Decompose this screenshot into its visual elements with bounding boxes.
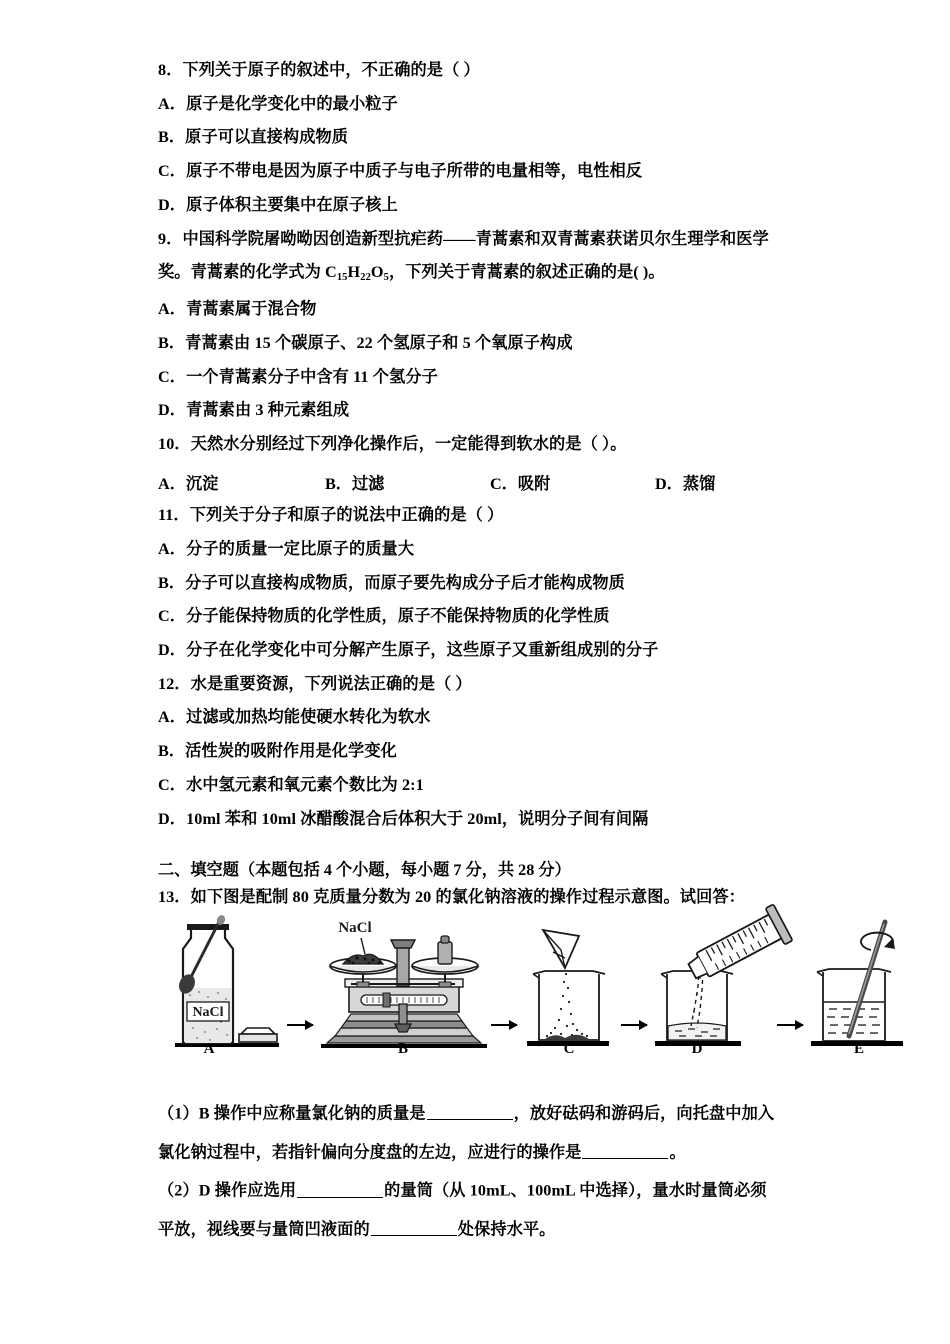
question-9-option-b: B．青蒿素由 15 个碳原子、22 个氢原子和 5 个氧原子构成: [158, 333, 573, 352]
question-10-option-c: C．吸附: [490, 474, 551, 493]
sub-question-2-text-b: 的量筒（从 10mL、100mL 中选择），量水时量筒必须: [384, 1181, 767, 1200]
figure-step-a: [175, 916, 283, 1058]
sub-question-2-text-c: 平放，视线要与量筒凹液面的: [158, 1220, 370, 1239]
sub-question-1-text-a: （1）B 操作中应称量氯化钠的质量是: [158, 1104, 426, 1123]
question-12-option-c: C．水中氢元素和氧元素个数比为 2:1: [158, 775, 424, 794]
figure-caption-e: E: [853, 1041, 864, 1057]
figure-arrow-b-c: [491, 1024, 517, 1026]
question-9-carbon-subscript: 15: [336, 272, 348, 284]
figure-step-b: [321, 916, 487, 1058]
question-9-stem-suffix: ，下列关于青蒿素的叙述正确的是( )。: [388, 263, 665, 282]
exam-content: [158, 62, 830, 905]
sub-question-2-line-2: [158, 1220, 838, 1238]
question-9-oxygen-symbol: O: [370, 263, 384, 282]
bottle-nacl-label: NaCl: [192, 1005, 224, 1020]
question-9-stem-line-2: [158, 264, 830, 283]
figure-step-e: [811, 916, 911, 1058]
question-10-option-a: A．沉淀: [158, 474, 219, 493]
sub-question-1-blank-2[interactable]: [582, 1143, 668, 1159]
figure-arrow-a-b: [287, 1024, 313, 1026]
question-12-stem: 12．水是重要资源，下列说法正确的是（ ）: [158, 674, 472, 693]
figure-arrow-c-d: [621, 1024, 647, 1026]
question-9-option-a: A．青蒿素属于混合物: [158, 300, 317, 319]
section-spacer: [158, 844, 830, 856]
question-9-oxygen-subscript: 5: [383, 272, 389, 284]
question-11-option-c: C．分子能保持物质的化学性质，原子不能保持物质的化学性质: [158, 607, 610, 626]
question-10-option-b: B．过滤: [325, 474, 385, 493]
question-11-option-d: D．分子在化学变化中可分解产生原子，这些原子又重新组成别的分子: [158, 640, 659, 659]
question-8-stem: 8．下列关于原子的叙述中，不正确的是（ ）: [158, 61, 480, 79]
question-9-option-d: D．青蒿素由 3 种元素组成: [158, 401, 350, 420]
sub-question-2-text-d: 处保持水平。: [457, 1220, 556, 1239]
figure-arrow-d-e: [777, 1024, 803, 1026]
question-10-stem: 10．天然水分别经过下列净化操作后，一定能得到软水的是（ ）。: [158, 434, 627, 453]
sub-question-1-blank-1[interactable]: [427, 1104, 513, 1120]
question-10-options-row: [158, 470, 830, 493]
figure-step-c: [525, 916, 617, 1058]
question-8-option-b: B．原子可以直接构成物质: [158, 128, 349, 147]
question-13-stem: 13．如下图是配制 80 克质量分数为 20 的氯化钠溶液的操作过程示意图。试回答：: [158, 888, 745, 907]
question-12-option-a: A．过滤或加热均能使硬水转化为软水: [158, 708, 431, 727]
question-9-hydrogen-subscript: 22: [360, 272, 371, 284]
sub-question-2-line-1: [158, 1181, 838, 1199]
question-12-option-b: B．活性炭的吸附作用是化学变化: [158, 742, 397, 761]
question-9-hydrogen-symbol: H: [347, 263, 361, 282]
sub-question-1-text-d: 。: [669, 1143, 686, 1162]
question-9-stem-line-1: 9．中国科学院屠呦呦因创造新型抗疟药——青蒿素和双青蒿素获诺贝尔生理学和医学: [158, 229, 769, 248]
question-9-formula-prefix: 奖。青蒿素的化学式为 C: [158, 263, 337, 282]
sub-question-1-text-c: 氯化钠过程中，若指针偏向分度盘的左边，应进行的操作是: [158, 1143, 582, 1162]
sub-question-1-line-2: [158, 1143, 838, 1161]
question-8-option-d: D．原子体积主要集中在原子核上: [158, 195, 398, 214]
question-8-option-a: A．原子是化学变化中的最小粒子: [158, 94, 398, 113]
figure-caption-a: A: [203, 1041, 215, 1057]
question-11-option-b: B．分子可以直接构成物质，而原子要先构成分子后才能构成物质: [158, 573, 625, 592]
question-9-option-c: C．一个青蒿素分子中含有 11 个氢分子: [158, 367, 438, 386]
sub-question-2-blank-2[interactable]: [371, 1220, 457, 1236]
figure-caption-d: D: [691, 1041, 703, 1057]
figure-caption-c: C: [563, 1041, 575, 1057]
sub-question-1-text-b: ，放好砝码和游码后，向托盘中加入: [513, 1104, 775, 1123]
sub-question-2-blank-1[interactable]: [297, 1181, 383, 1197]
question-12-option-d: D．10ml 苯和 10ml 冰醋酸混合后体积大于 20ml，说明分子间有间隔: [158, 809, 649, 828]
question-11-option-a: A．分子的质量一定比原子的质量大: [158, 539, 415, 558]
figure-step-d: [655, 916, 791, 1058]
sub-question-1-line-1: [158, 1104, 838, 1122]
sub-question-2-text-a: （2）D 操作应选用: [158, 1181, 297, 1200]
balance-nacl-label: NaCl: [338, 920, 372, 936]
figure-caption-b: B: [397, 1041, 408, 1057]
question-8-option-c: C．原子不带电是因为原子中质子与电子所带的电量相等，电性相反: [158, 162, 643, 181]
question-11-stem: 11．下列关于分子和原子的说法中正确的是（ ）: [158, 506, 504, 525]
section-two-heading: 二、填空题（本题包括 4 个小题，每小题 7 分，共 28 分）: [158, 861, 571, 880]
question-13-figure: [175, 916, 864, 1084]
question-10-option-d: D．蒸馏: [655, 474, 716, 493]
question-13-sub-questions: [158, 1104, 838, 1238]
